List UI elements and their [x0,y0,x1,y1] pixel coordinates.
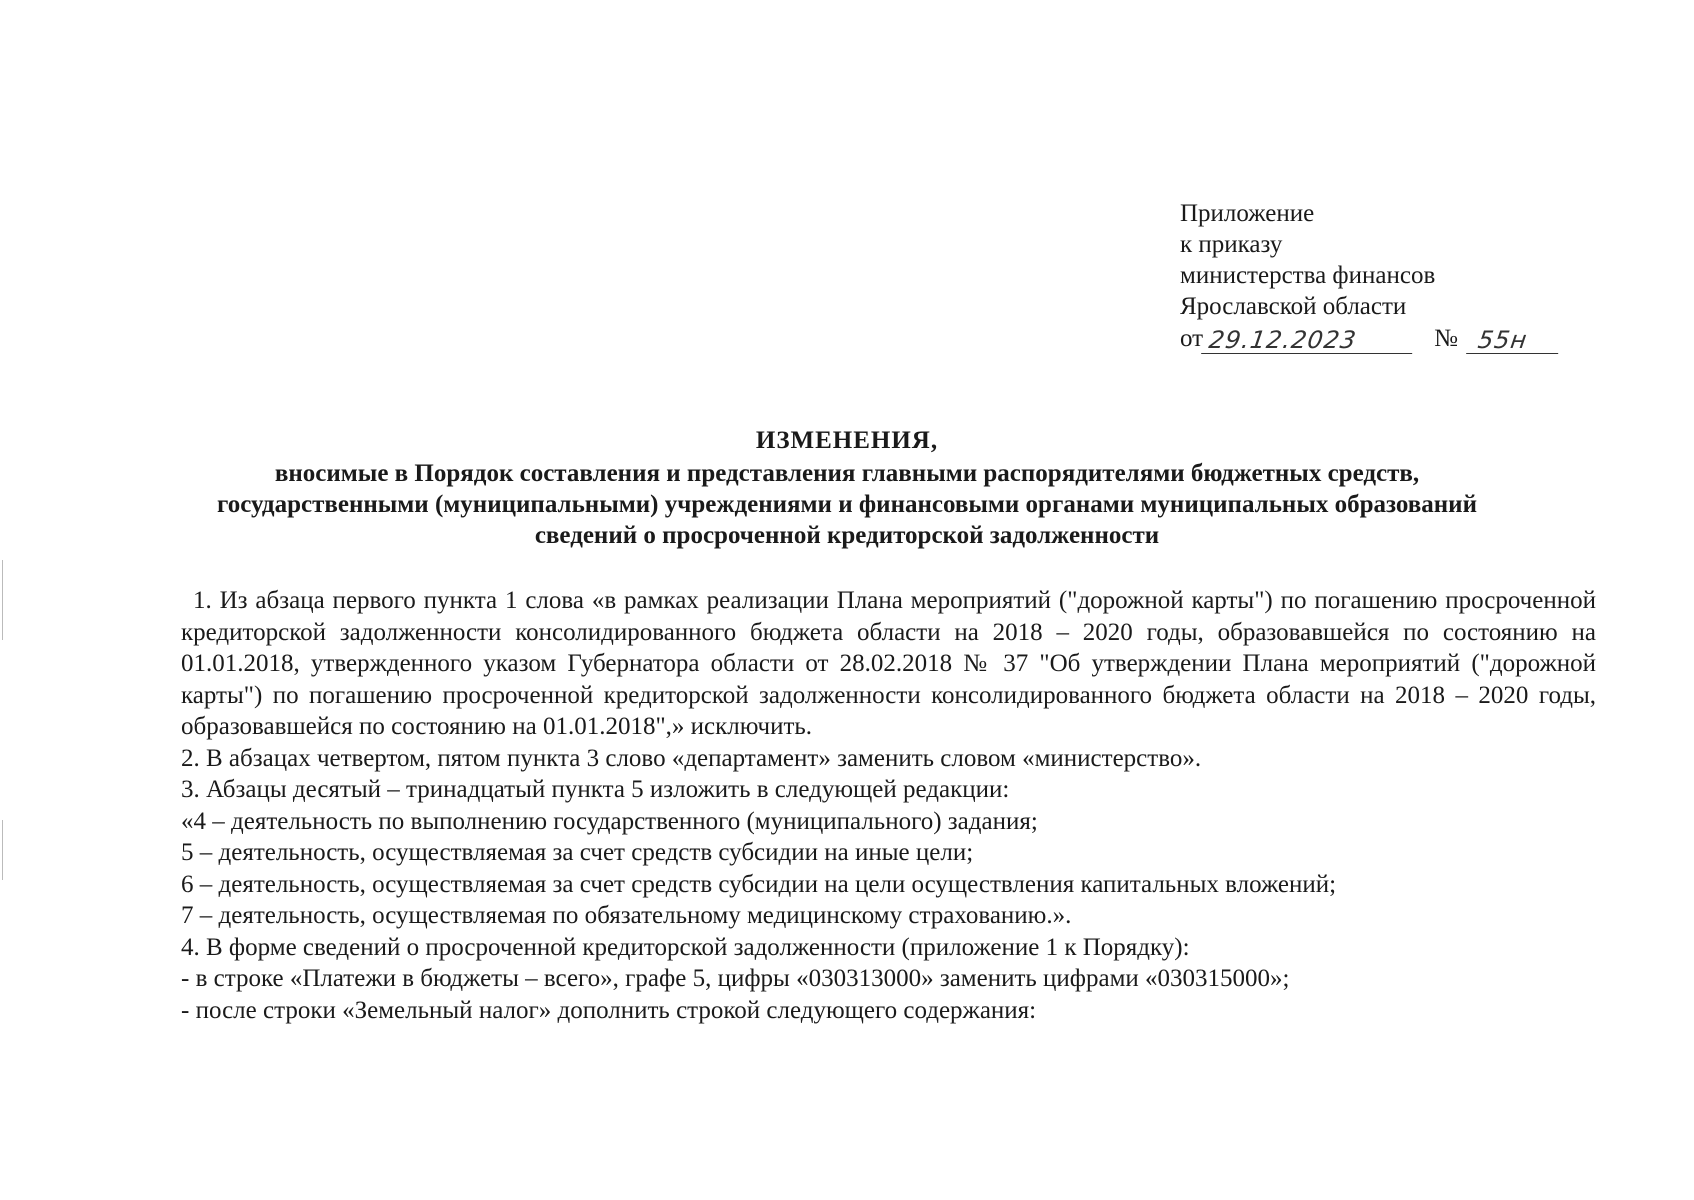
paragraph-7: 7 – деятельность, осуществляемая по обязательному медицинскому страхованию.». [181,902,1072,929]
handwritten-date: 29.12.2023 [1201,327,1416,354]
paragraph-4: «4 – деятельность по выполнению государственного (муниципального) задания; [181,807,1038,835]
appendix-block [1180,198,1560,354]
paragraph-3: 3. Абзацы десятый – тринадцатый пункта 5 изложить в следующей редакции: [181,776,1010,803]
title-main: ИЗМЕНЕНИЯ, [755,427,939,454]
scan-edge-mark [2,560,3,640]
appendix-line: Приложение [1180,200,1315,227]
scan-edge-mark [2,820,3,880]
paragraph-10: - после строки «Земельный налог» дополнить строкой следующего содержания: [181,996,1037,1024]
paragraph-5: 5 – деятельность, осуществляемая за счет средств субсидии на иные цели; [181,839,974,866]
title-subline: сведений о просроченной кредиторской задолженности [534,522,1160,549]
paragraph-2: 2. В абзацах четвертом, пятом пункта 3 слово «департамент» заменить словом «министерство». [181,744,1202,772]
appendix-line: министерства финансов [1180,262,1436,289]
appendix-line: Ярославской области [1180,293,1407,320]
paragraph-1: 1. Из абзаца первого пункта 1 слова «в рамках реализации Плана мероприятий ("дорожной карты") по погашению просроченной кредиторской задолженности консолидированного бюджета области на 2018 – 2020 годы, образовавшейся по состоянию на 01.01.2018, утвержденного указом Губернатора области от 28.02.2018 № 37 "Об утверждении Плана мероприятий ("дорожной карты") по погашению просроченной кредиторской задолженности консолидированного бюджета области на 2018 – 2020 годы, образовавшейся по состоянию на 01.01.2018",» исключить. [181,587,1596,740]
from-label: от [1180,325,1204,352]
number-label: № [1434,325,1458,352]
appendix-line: к приказу [1180,231,1283,258]
paragraph-8: 4. В форме сведений о просроченной кредиторской задолженности (приложение 1 к Порядку): [181,933,1190,961]
order-date-number-line [1180,323,1560,354]
paragraph-6: 6 – деятельность, осуществляемая за счет средств субсидии на цели осуществления капитальных вложений; [181,870,1337,898]
document-title [0,425,1694,551]
handwritten-number: 55н [1466,327,1562,354]
document-body [181,585,1596,1026]
paragraph-9: - в строке «Платежи в бюджеты – всего», графе 5, цифры «030313000» заменить цифрами «030315000»; [181,965,1290,992]
title-subline: государственными (муниципальными) учреждениями и финансовыми органами муниципальных образований [217,491,1477,518]
title-subline: вносимые в Порядок составления и представления главными распорядителями бюджетных средств, [274,460,1420,487]
